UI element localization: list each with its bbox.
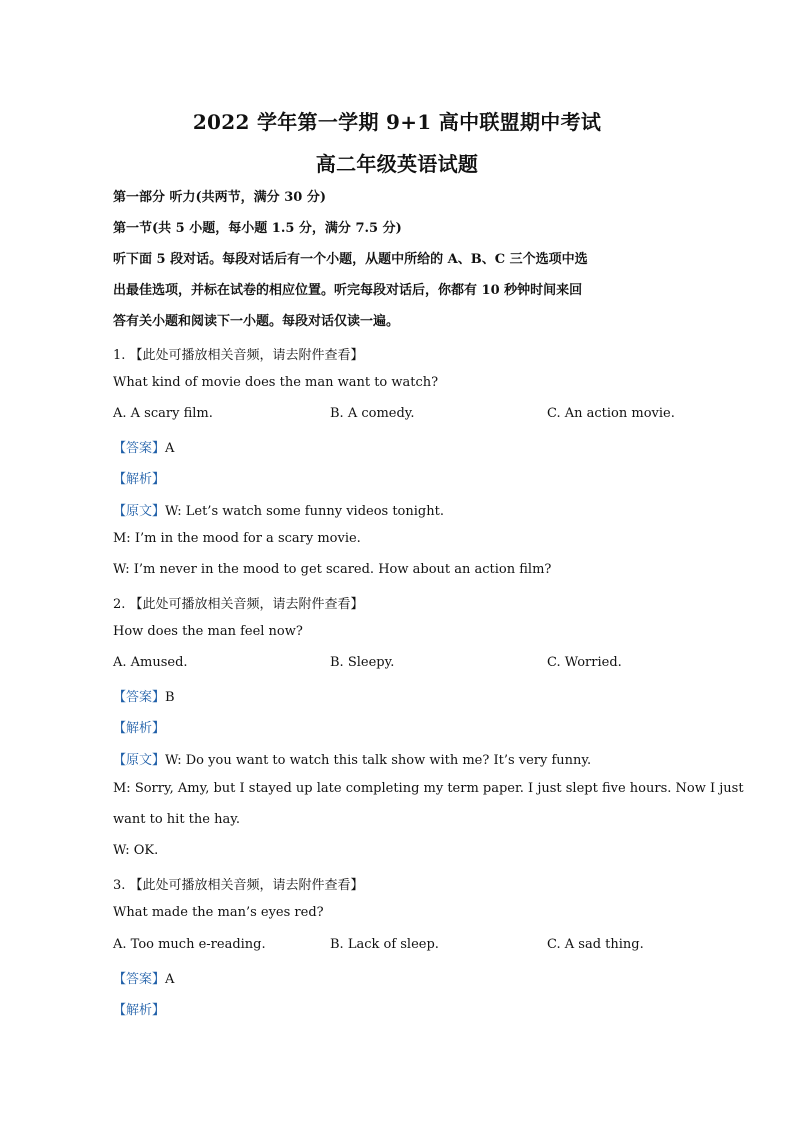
answer-value: A (165, 441, 175, 456)
instructions-line-3: 答有关小题和阅读下一小题。每段对话仅读一遍。 (113, 314, 400, 329)
exam-subtitle: 高二年级英语试题 (315, 152, 479, 176)
question-1-header (113, 344, 364, 363)
question-2-option-b: B. Sleepy. (330, 655, 395, 670)
question-3-option-a: A. Too much e-reading. (113, 937, 266, 952)
part-heading: 第一部分 听力(共两节，满分 30 分) (113, 190, 326, 205)
question-1-stem: What kind of movie does the man want to watch? (113, 375, 439, 390)
original-label: 【原文】 (113, 753, 166, 768)
question-1-option-b: B. A comedy. (330, 406, 415, 421)
answer-label: 【答案】 (113, 972, 166, 987)
section-heading: 第一节(共 5 小题，每小题 1.5 分，满分 7.5 分) (113, 221, 402, 236)
question-2-transcript-3: want to hit the hay. (113, 812, 240, 827)
question-2-transcript-1 (113, 749, 591, 768)
question-number: 1. (113, 348, 126, 363)
question-2-stem: How does the man feel now? (113, 624, 303, 639)
answer-value: A (165, 972, 175, 987)
question-2-header (113, 593, 364, 612)
question-3-analysis-label: 【解析】 (113, 1003, 166, 1018)
question-1-transcript-2: M: I’m in the mood for a scary movie. (113, 531, 361, 546)
answer-label: 【答案】 (113, 441, 166, 456)
audio-note: 【此处可播放相关音频，请去附件查看】 (129, 348, 364, 363)
question-2-option-c: C. Worried. (547, 655, 622, 670)
audio-note: 【此处可播放相关音频，请去附件查看】 (129, 878, 364, 893)
audio-note: 【此处可播放相关音频，请去附件查看】 (129, 597, 364, 612)
question-1-option-a: A. A scary film. (113, 406, 213, 421)
question-1-answer (113, 437, 174, 456)
transcript-text: W: Let’s watch some funny videos tonight. (165, 504, 444, 519)
question-2-transcript-2: M: Sorry, Amy, but I stayed up late completing my term paper. I just slept five hours. Now I just (113, 781, 744, 796)
original-label: 【原文】 (113, 504, 166, 519)
transcript-text: W: Do you want to watch this talk show with me? It’s very funny. (165, 753, 592, 768)
question-number: 2. (113, 597, 126, 612)
question-2-option-a: A. Amused. (113, 655, 188, 670)
question-number: 3. (113, 878, 126, 893)
answer-value: B (165, 690, 175, 705)
answer-label: 【答案】 (113, 690, 166, 705)
instructions-line-2: 出最佳选项，并标在试卷的相应位置。听完每段对话后，你都有 10 秒钟时间来回 (113, 283, 583, 298)
question-2-answer (113, 686, 175, 705)
instructions-line-1: 听下面 5 段对话。每段对话后有一个小题，从题中所给的 A、B、C 三个选项中选 (113, 252, 588, 267)
question-2-analysis-label: 【解析】 (113, 721, 166, 736)
question-3-header (113, 874, 364, 893)
question-1-analysis-label: 【解析】 (113, 472, 166, 487)
question-1-transcript-1 (113, 500, 444, 519)
question-1-option-c: C. An action movie. (547, 406, 675, 421)
question-1-transcript-3: W: I’m never in the mood to get scared. How about an action film? (113, 562, 552, 577)
exam-title: 2022 学年第一学期 9+1 高中联盟期中考试 (192, 110, 602, 134)
question-3-stem: What made the man’s eyes red? (113, 905, 324, 920)
question-3-answer (113, 968, 174, 987)
question-3-option-b: B. Lack of sleep. (330, 937, 439, 952)
question-3-option-c: C. A sad thing. (547, 937, 644, 952)
question-2-transcript-4: W: OK. (113, 843, 159, 858)
